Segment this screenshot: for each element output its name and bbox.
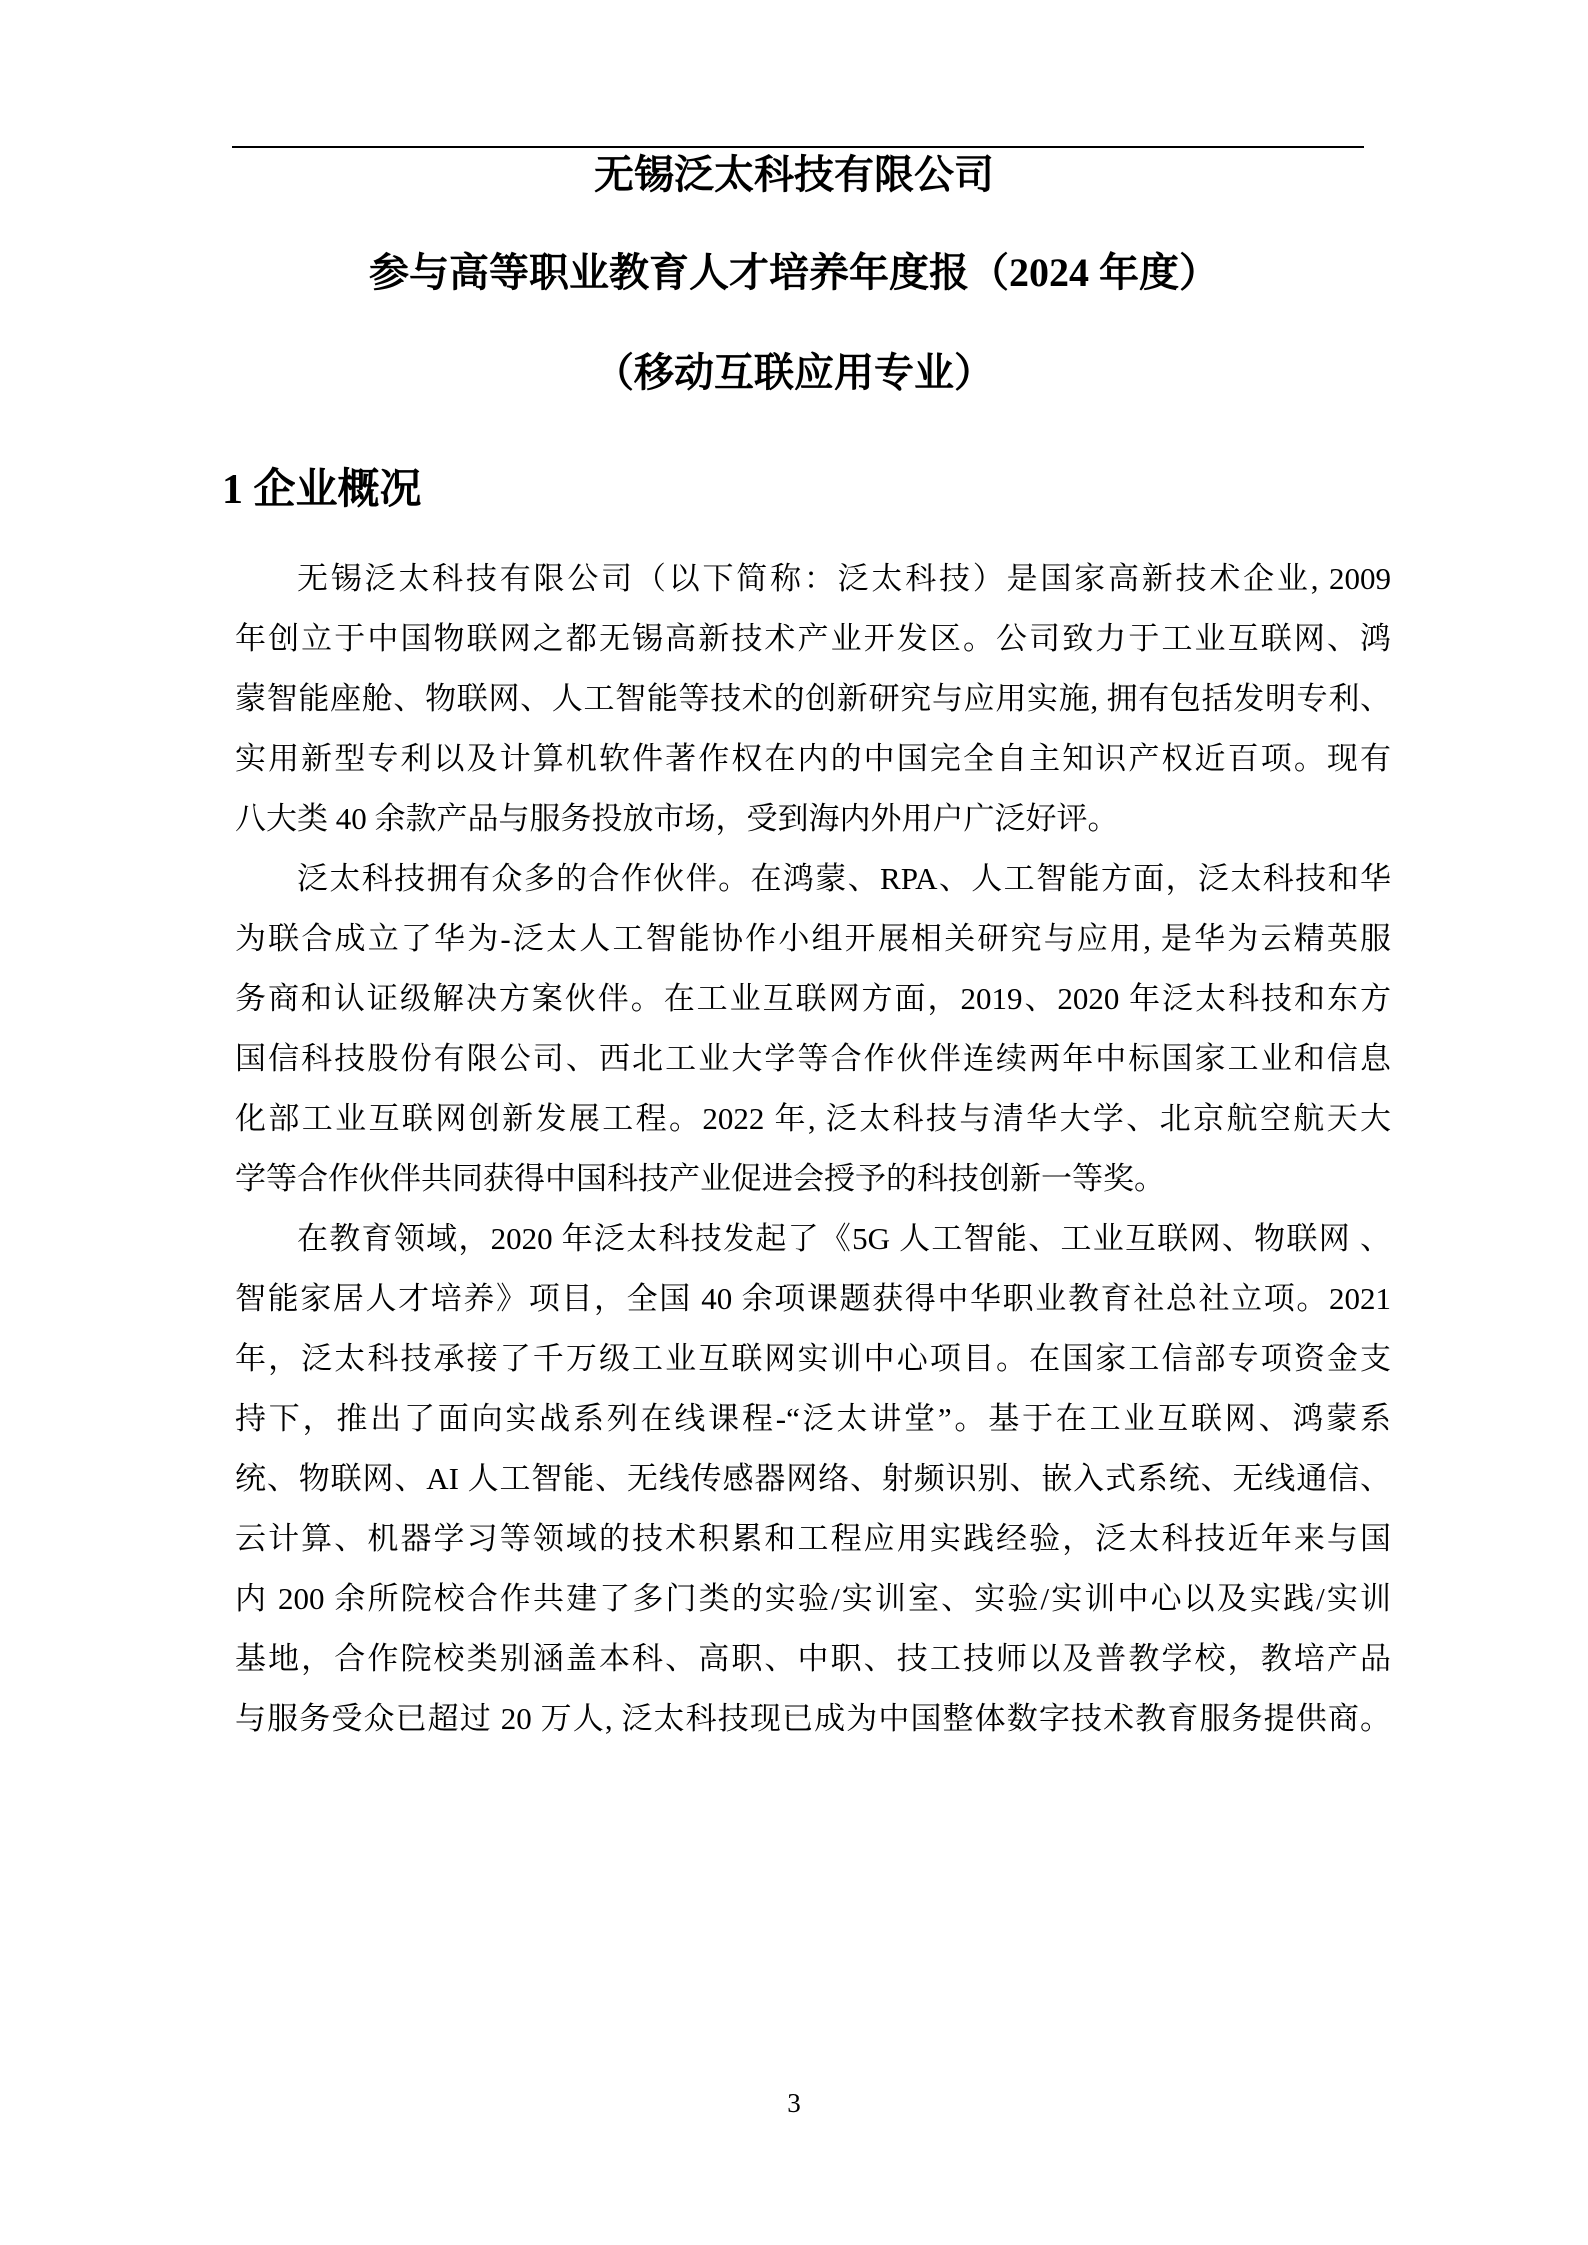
paragraph-line: 内 200 余所院校合作共建了多门类的实验/实训室、实验/实训中心以及实践/实训 [235, 1581, 1391, 1616]
paragraph-line: 无锡泛太科技有限公司（以下简称：泛太科技）是国家高新技术企业, 2009 [297, 561, 1391, 596]
paragraph-line: 统、物联网、AI 人工智能、无线传感器网络、射频识别、嵌入式系统、无线通信、 [235, 1461, 1391, 1496]
paragraph-line: 为联合成立了华为-泛太人工智能协作小组开展相关研究与应用, 是华为云精英服 [235, 921, 1391, 956]
paragraph-line: 八大类 40 余款产品与服务投放市场，受到海内外用户广泛好评。 [235, 801, 1119, 836]
paragraph-line: 智能家居人才培养》项目，全国 40 余项课题获得中华职业教育社总社立项。2021 [235, 1281, 1391, 1316]
paragraph [235, 849, 1391, 1209]
body-text [235, 549, 1391, 1749]
paragraph-line: 云计算、机器学习等领域的技术积累和工程应用实践经验，泛太科技近年来与国 [235, 1521, 1391, 1556]
paragraph-line: 学等合作伙伴共同获得中国科技产业促进会授予的科技创新一等奖。 [235, 1161, 1165, 1196]
paragraph-line: 与服务受众已超过 20 万人, 泛太科技现已成为中国整体数字技术教育服务提供商。 [235, 1701, 1391, 1736]
paragraph-line: 泛太科技拥有众多的合作伙伴。在鸿蒙、RPA、人工智能方面，泛太科技和华 [297, 861, 1391, 896]
doc-title-report: 参与高等职业教育人才培养年度报（2024 年度） [369, 250, 1219, 295]
paragraph-line: 年创立于中国物联网之都无锡高新技术产业开发区。公司致力于工业互联网、鸿 [235, 621, 1391, 656]
paragraph [235, 549, 1391, 849]
paragraph [235, 1209, 1391, 1749]
paragraph-line: 蒙智能座舱、物联网、人工智能等技术的创新研究与应用实施, 拥有包括发明专利、 [235, 681, 1391, 716]
page-number: 3 [787, 2088, 801, 2118]
doc-title-major: （移动互联应用专业） [594, 350, 994, 395]
paragraph-line: 持下，推出了面向实战系列在线课程-“泛太讲堂”。基于在工业互联网、鸿蒙系 [235, 1401, 1391, 1436]
paragraph-line: 国信科技股份有限公司、西北工业大学等合作伙伴连续两年中标国家工业和信息 [235, 1041, 1391, 1076]
paragraph-line: 实用新型专利以及计算机软件著作权在内的中国完全自主知识产权近百项。现有 [235, 741, 1391, 776]
paragraph-line: 年，泛太科技承接了千万级工业互联网实训中心项目。在国家工信部专项资金支 [235, 1341, 1391, 1376]
paragraph-line: 在教育领域，2020 年泛太科技发起了《5G 人工智能、工业互联网、物联网 、 [297, 1221, 1391, 1256]
paragraph-line: 基地，合作院校类别涵盖本科、高职、中职、技工技师以及普教学校，教培产品 [235, 1641, 1391, 1676]
section-heading: 1 企业概况 [222, 467, 422, 513]
header-rule [232, 146, 1364, 148]
paragraph-line: 化部工业互联网创新发展工程。2022 年, 泛太科技与清华大学、北京航空航天大 [235, 1101, 1391, 1136]
doc-title-company: 无锡泛太科技有限公司 [594, 152, 994, 197]
paragraph-line: 务商和认证级解决方案伙伴。在工业互联网方面，2019、2020 年泛太科技和东方 [235, 981, 1391, 1016]
